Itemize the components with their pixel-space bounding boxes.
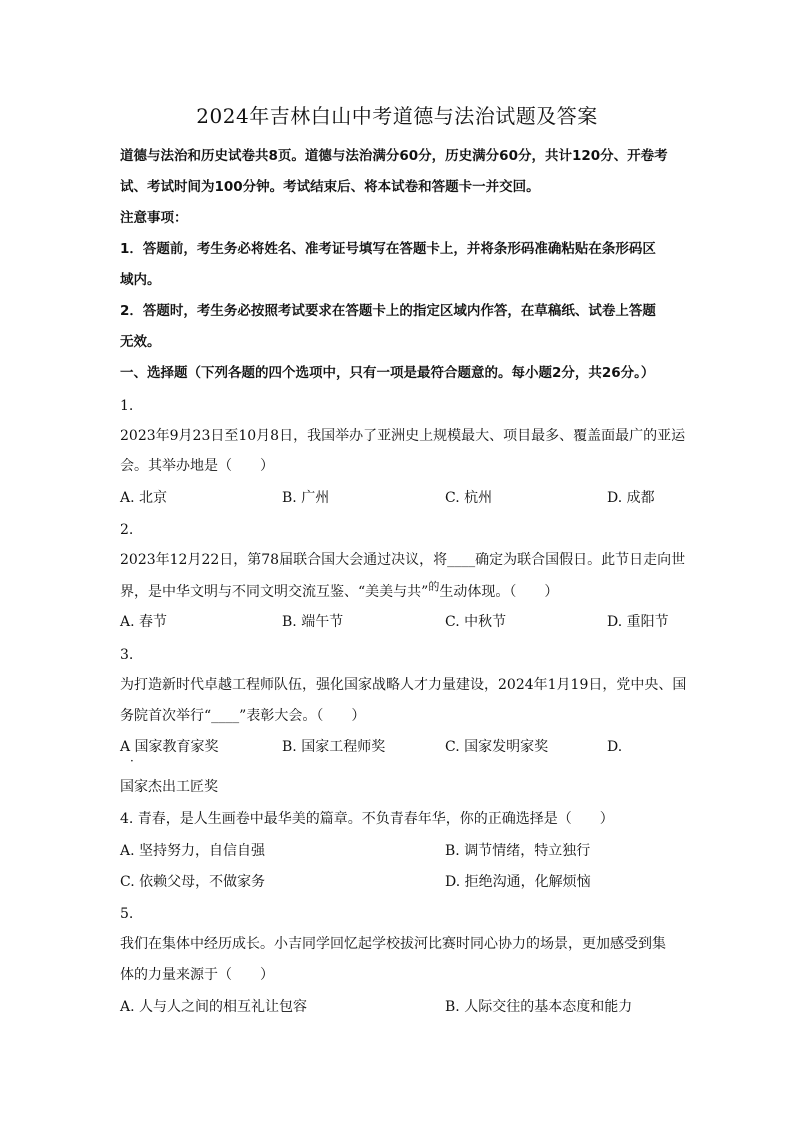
question-3-stem-line-2: 务院首次举行“____”表彰大会。（ ） bbox=[120, 708, 366, 724]
page-title: 2024年吉林白山中考道德与法治试题及答案 bbox=[196, 104, 598, 128]
note-2-line-2: 无效。 bbox=[120, 334, 161, 350]
question-2-stem-superscript: 的 bbox=[428, 580, 440, 593]
question-5-number: 5. bbox=[120, 906, 134, 922]
question-1-option-b: B. 广州 bbox=[282, 490, 330, 506]
question-1-stem-line-2: 会。其举办地是（ ） bbox=[120, 458, 274, 474]
question-5-stem-line-1: 我们在集体中经历成长。小吉同学回忆起学校拔河比赛时同心协力的场景，更加感受到集 bbox=[120, 936, 666, 952]
question-5-option-b: B. 人际交往的基本态度和能力 bbox=[445, 999, 633, 1015]
question-1-option-d: D. 成都 bbox=[607, 490, 655, 506]
question-3-option-c: C. 国家发明家奖 bbox=[445, 739, 549, 755]
question-2-stem-line-2 bbox=[120, 582, 690, 603]
question-2-option-d: D. 重阳节 bbox=[607, 614, 669, 630]
question-2-option-c: C. 中秋节 bbox=[445, 614, 507, 630]
question-4-option-c: C. 依赖父母，不做家务 bbox=[120, 874, 266, 890]
question-2-stem-line-1: 2023年12月22日，第78届联合国大会通过决议，将____确定为联合国假日。此节日走向世 bbox=[120, 552, 686, 568]
question-2-stem-part-a: 界，是中华文明与不同文明交流互鉴、“美美与共” bbox=[120, 584, 429, 600]
question-1-number: 1. bbox=[120, 398, 134, 414]
question-3-option-d-text: 国家杰出工匠奖 bbox=[120, 779, 218, 795]
intro-line-2: 试、考试时间为100分钟。考试结束后、将本试卷和答题卡一并交回。 bbox=[120, 179, 540, 195]
note-1-line-1: 1．答题前，考生务必将姓名、准考证号填写在答题卡上，并将条形码准确粘贴在条形码区 bbox=[120, 241, 656, 257]
question-1-stem-line-1: 2023年9月23日至10月8日，我国举办了亚洲史上规模最大、项目最多、覆盖面最广的亚运 bbox=[120, 428, 686, 444]
question-3-option-a: A 国家教育家奖 bbox=[120, 739, 219, 755]
question-3-stem-line-1: 为打造新时代卓越工程师队伍，强化国家战略人才力量建设，2024年1月19日，党中央、国 bbox=[120, 677, 687, 693]
question-4-option-d: D. 拒绝沟通，化解烦恼 bbox=[445, 874, 591, 890]
question-3-option-b: B. 国家工程师奖 bbox=[282, 739, 386, 755]
question-4-option-b: B. 调节情绪，特立独行 bbox=[445, 843, 591, 859]
question-2-number: 2. bbox=[120, 522, 134, 538]
note-2-line-1: 2．答题时，考生务必按照考试要求在答题卡上的指定区域内作答，在草稿纸、试卷上答题 bbox=[120, 303, 656, 319]
question-2-option-a: A. 春节 bbox=[120, 614, 168, 630]
notes-heading: 注意事项： bbox=[120, 210, 188, 226]
question-2-stem-part-b: 生动体现。（ ） bbox=[439, 584, 559, 600]
question-3-option-d: D. bbox=[607, 739, 623, 755]
question-2-option-b: B. 端午节 bbox=[282, 614, 344, 630]
note-1-line-2: 域内。 bbox=[120, 272, 161, 288]
question-5-stem-line-2: 体的力量来源于（ ） bbox=[120, 967, 274, 983]
question-1-option-c: C. 杭州 bbox=[445, 490, 493, 506]
question-5-option-a: A. 人与人之间的相互礼让包容 bbox=[120, 999, 308, 1015]
question-3-number: 3. bbox=[120, 647, 134, 663]
bullet-dot: · bbox=[130, 754, 134, 768]
question-4-option-a: A. 坚持努力，自信自强 bbox=[120, 843, 266, 859]
question-1-option-a: A. 北京 bbox=[120, 490, 168, 506]
section-heading: 一、选择题（下列各题的四个选项中，只有一项是最符合题意的。每小题2分，共26分。） bbox=[120, 365, 655, 381]
question-4-stem: 4. 青春，是人生画卷中最华美的篇章。不负青春年华，你的正确选择是（ ） bbox=[120, 811, 614, 827]
intro-line-1: 道德与法治和历史试卷共8页。道德与法治满分60分，历史满分60分，共计120分、开卷考 bbox=[120, 148, 668, 164]
